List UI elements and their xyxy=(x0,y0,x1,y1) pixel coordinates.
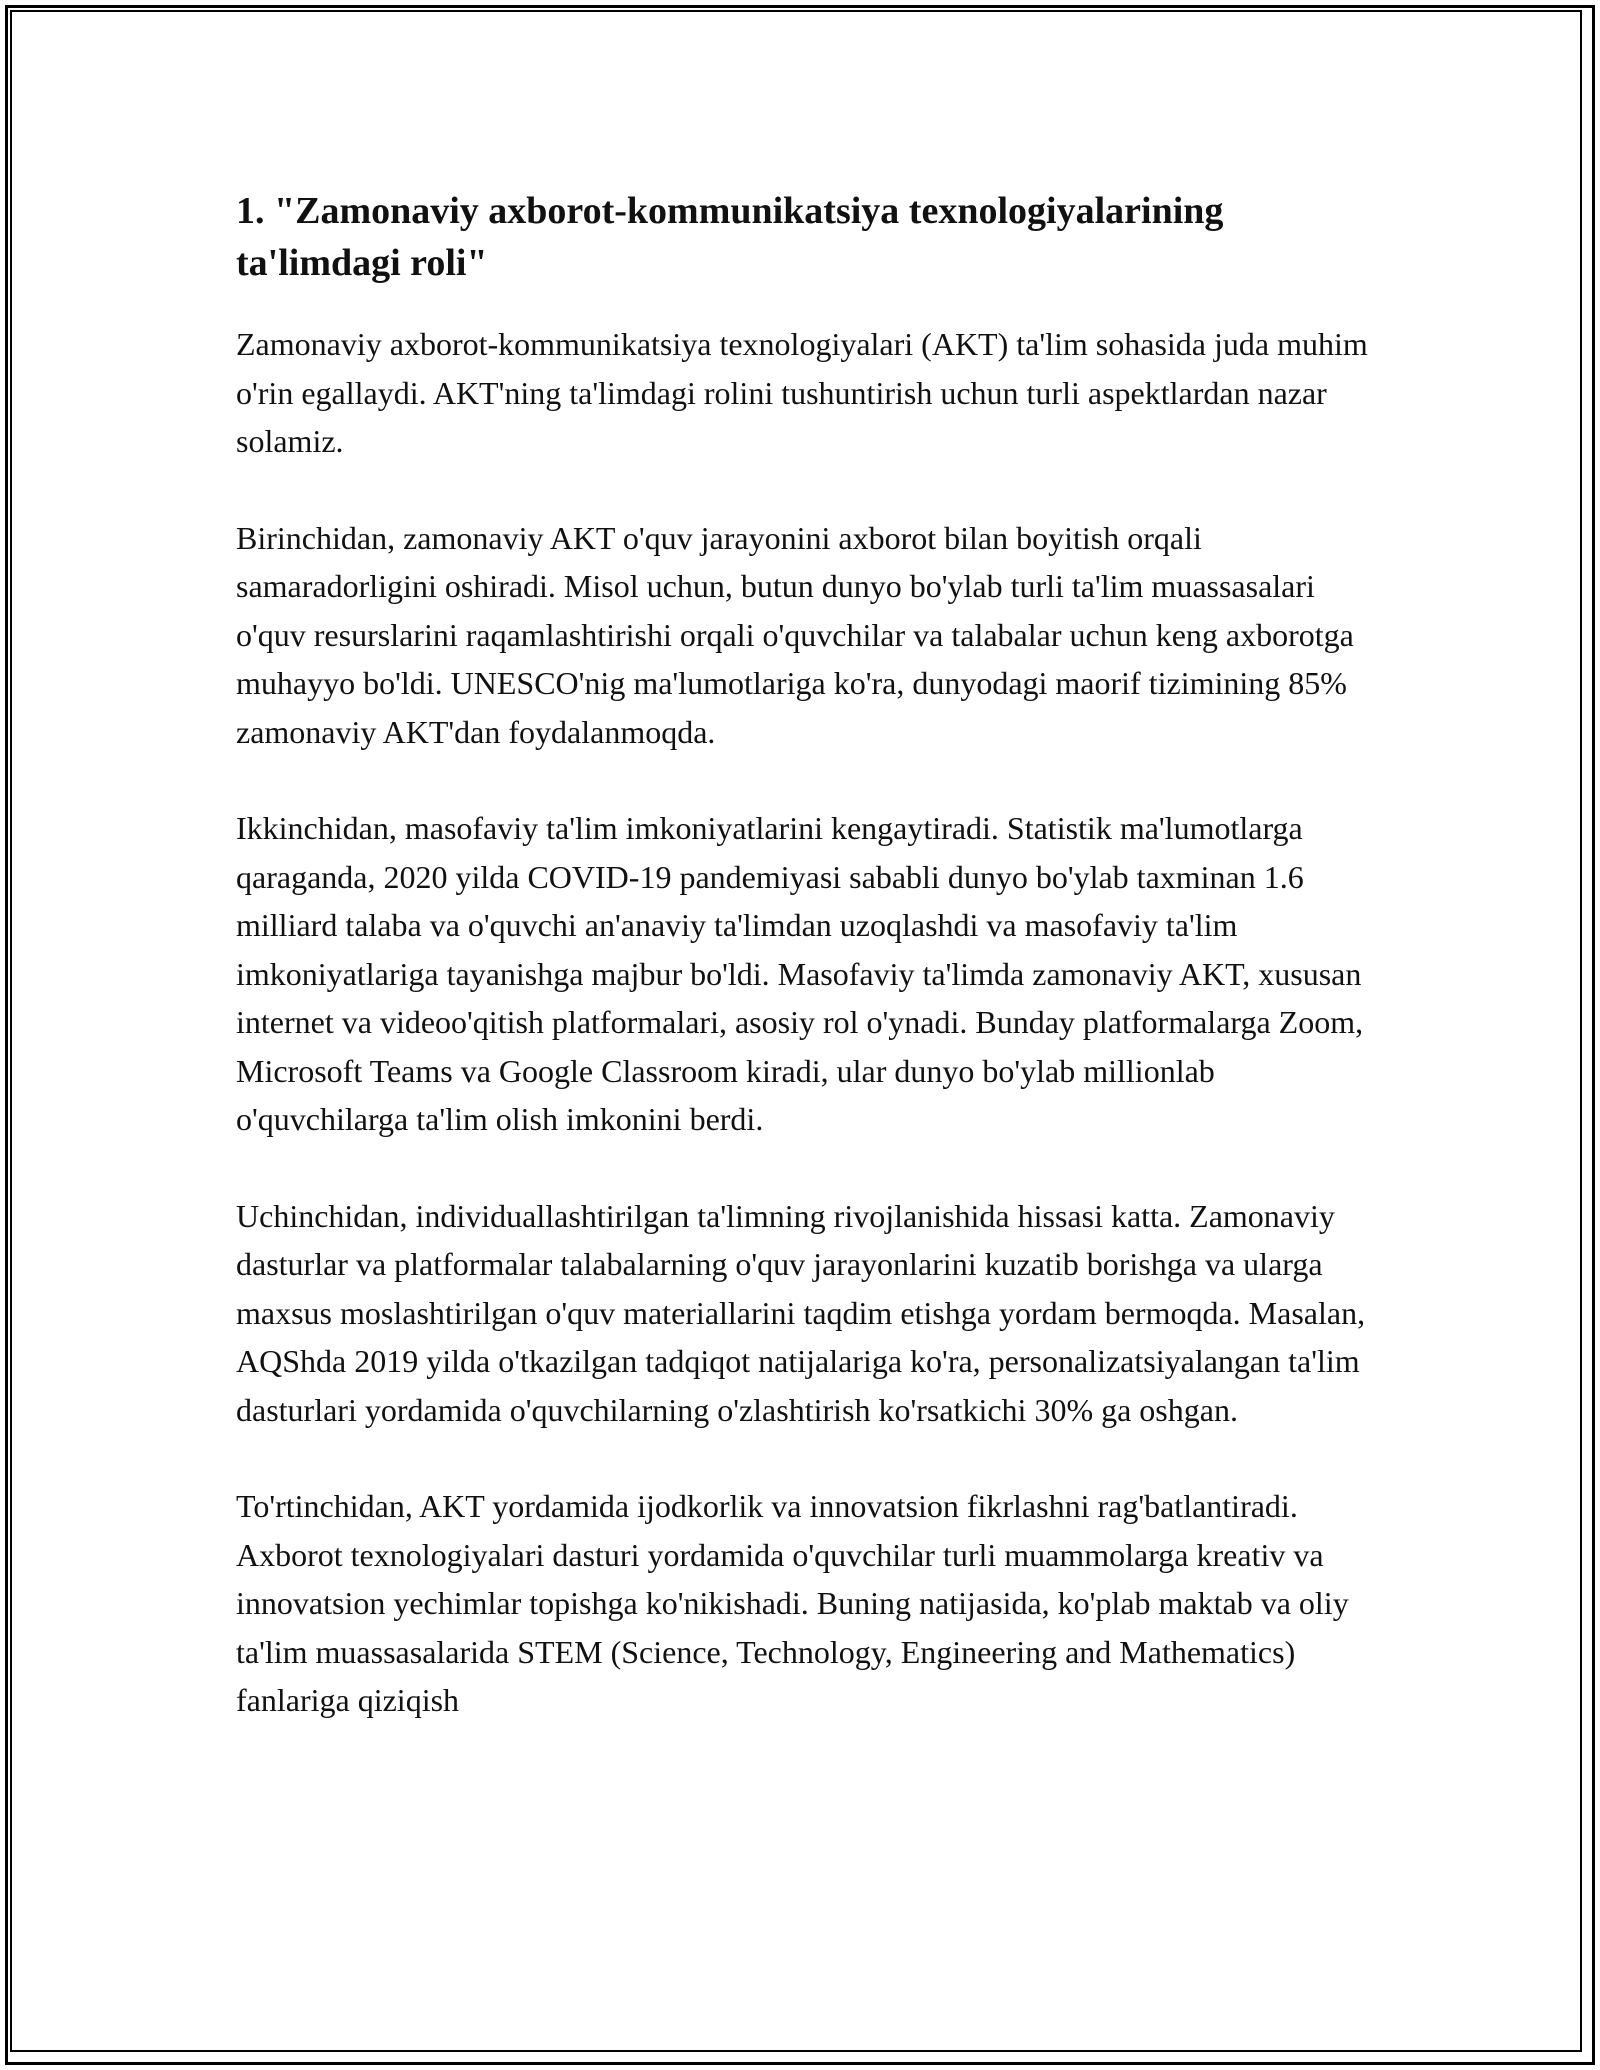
paragraph-third-point: Uchinchidan, individuallashtirilgan ta'limning rivojlanishida hissasi katta. Zamonaviy dasturlar va platformalar talabalarning o'quv jarayonlarini kuzatib borishga va ularga maxsus moslashtirilgan o'quv materiallarini taqdim etishga yordam bermoqda. Masalan, AQShda 2019 yilda o'tkazilgan tadqiqot natijalariga ko'ra, personalizatsiyalangan ta'lim dasturlari yordamida o'quvchilarning o'zlashtirish ko'rsatkichi 30% ga oshgan. xyxy=(236,1197,1366,1428)
paragraph-second-point: Ikkinchidan, masofaviy ta'lim imkoniyatlarini kengaytiradi. Statistik ma'lumotlarga qaraganda, 2020 yilda COVID-19 pandemiyasi sababli dunyo bo'ylab taxminan 1.6 milliard talaba va o'quvchi an'anaviy ta'limdan uzoqlashdi va masofaviy ta'lim imkoniyatlariga tayanishga majbur bo'ldi. Masofaviy ta'limda zamonaviy AKT, xususan internet va videoo'qitish platformalari, asosiy rol o'ynadi. Bunday platformalarga Zoom, Microsoft Teams va Google Classroom kiradi, ular dunyo bo'ylab millionlab o'quvchilarga ta'lim olish imkonini berdi. xyxy=(236,810,1364,1137)
document-body xyxy=(236,185,1376,1773)
paragraph-first-point: Birinchidan, zamonaviy AKT o'quv jarayonini axborot bilan boyitish orqali samaradorligini oshiradi. Misol uchun, butun dunyo bo'ylab turli ta'lim muassasalari o'quv resurslarini raqamlashtirishi orqali o'quvchilar va talabalar uchun keng axborotga muhayyo bo'ldi. UNESCO'nig ma'lumotlariga ko'ra, dunyodagi maorif tizimining 85% zamonaviy AKT'dan foydalanmoqda. xyxy=(236,519,1354,750)
paragraph-fourth-point: To'rtinchidan, AKT yordamida ijodkorlik va innovatsion fikrlashni rag'batlantiradi. Axborot texnologiyalari dasturi yordamida o'quvchilar turli muammolarga kreativ va innovatsion yechimlar topishga ko'nikishadi. Buning natijasida, ko'plab maktab va oliy ta'lim muassasalarida STEM (Science, Technology, Engineering and Mathematics) fanlariga qiziqish xyxy=(236,1488,1349,1718)
document-title: 1. "Zamonaviy axborot-kommunikatsiya texnologiyalarining ta'limdagi roli" xyxy=(236,190,1224,284)
paragraph-intro: Zamonaviy axborot-kommunikatsiya texnologiyalari (AKT) ta'lim sohasida juda muhim o'rin egallaydi. AKT'ning ta'limdagi rolini tushuntirish uchun turli aspektlardan nazar solamiz. xyxy=(236,326,1368,459)
